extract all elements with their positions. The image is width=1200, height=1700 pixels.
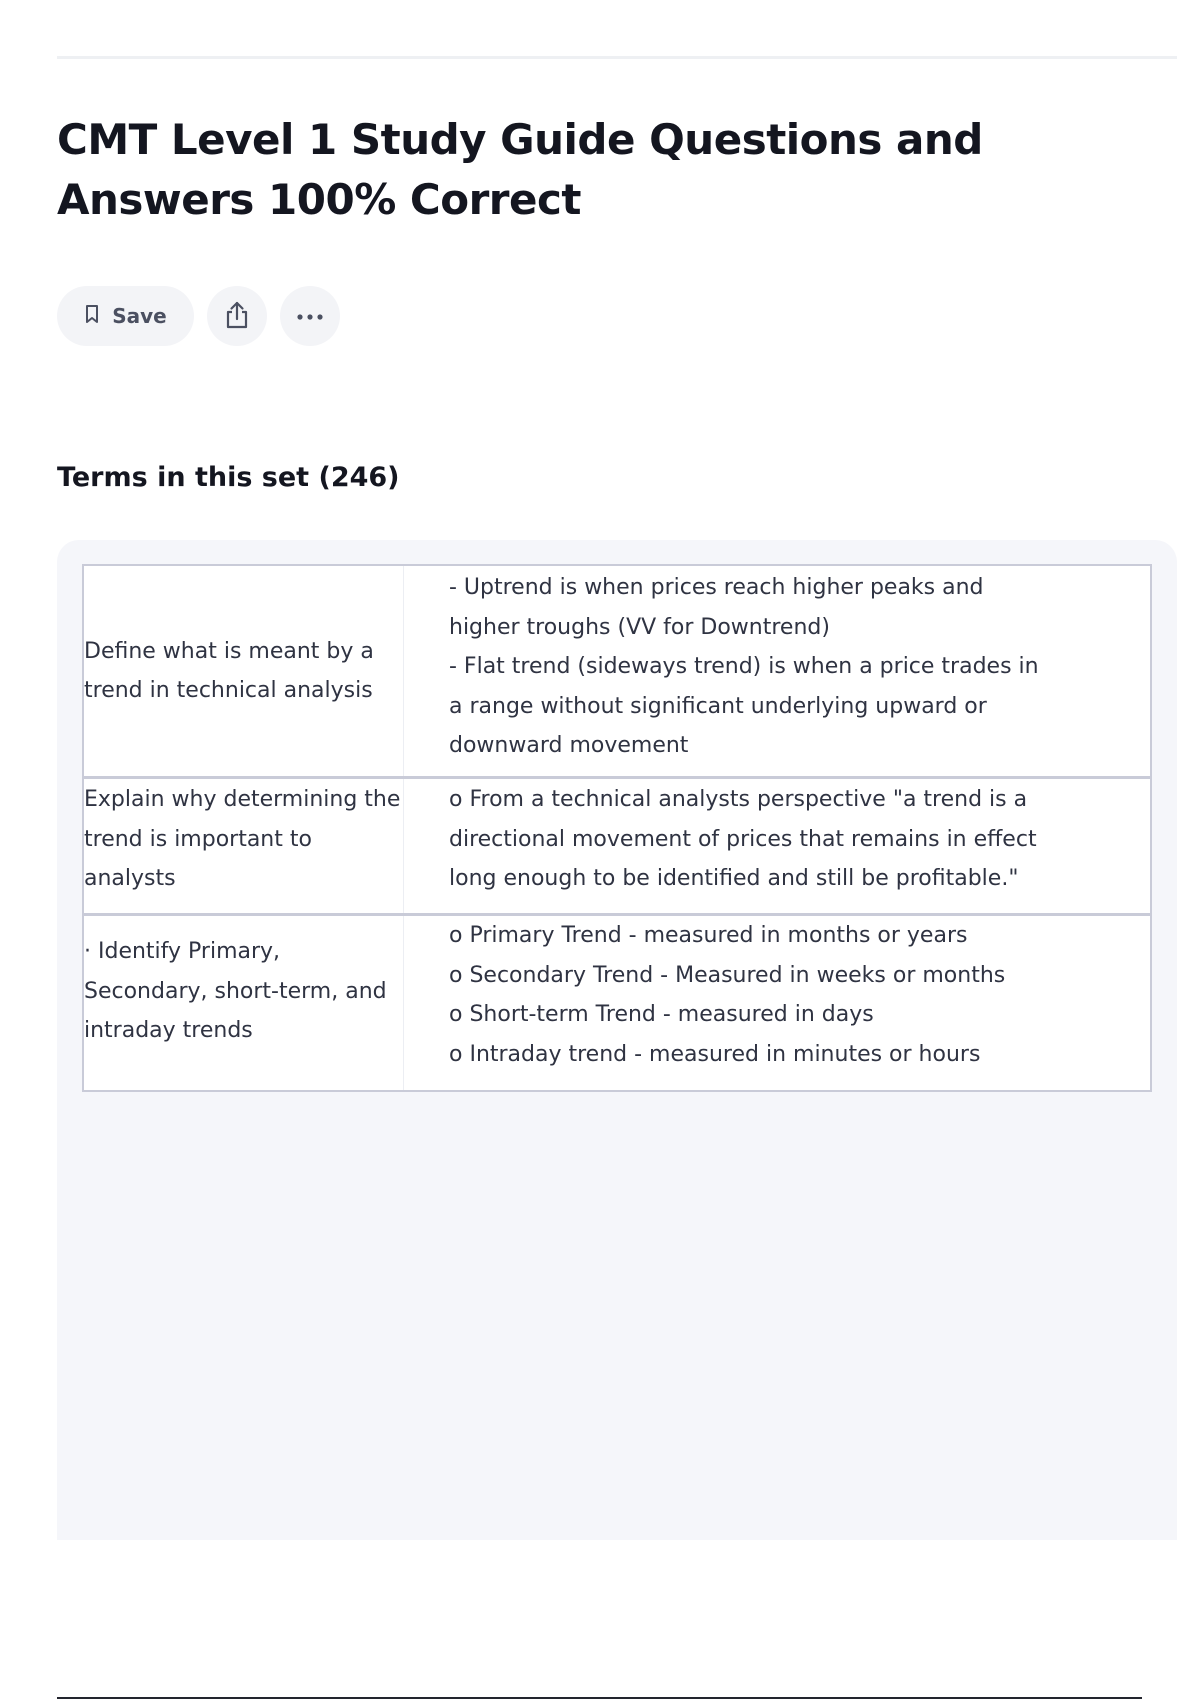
definition-cell	[404, 779, 1150, 913]
definition-cell	[404, 916, 1150, 1090]
bookmark-icon	[84, 304, 100, 329]
term-row	[84, 566, 1150, 776]
terms-table	[82, 564, 1152, 1092]
definition-line: a range without significant underlying upward or	[449, 693, 987, 719]
share-icon	[223, 300, 251, 333]
definition-line: o Secondary Trend - Measured in weeks or months	[449, 962, 1006, 988]
definition-line: o Primary Trend - measured in months or years	[449, 923, 968, 948]
share-button[interactable]	[207, 286, 267, 346]
definition-line: - Flat trend (sideways trend) is when a price trades in	[449, 654, 1039, 679]
definition-line: o Intraday trend - measured in minutes or hours	[449, 1041, 981, 1067]
save-label: Save	[112, 304, 167, 328]
more-horizontal-icon	[295, 309, 325, 324]
definition-line: downward movement	[449, 733, 689, 758]
definition-line: higher troughs (VV for Downtrend)	[449, 614, 830, 640]
save-button[interactable]	[57, 286, 194, 346]
page-title: CMT Level 1 Study Guide Questions and Answers 100% Correct	[57, 115, 983, 224]
definition-line: o Short-term Trend - measured in days	[449, 1002, 874, 1027]
term-text: Define what is meant by a trend in technical analysis	[84, 638, 374, 703]
definition-line: directional movement of prices that remains in effect	[449, 826, 1037, 852]
more-options-button[interactable]	[280, 286, 340, 346]
term-cell	[84, 566, 404, 776]
term-cell	[84, 779, 404, 913]
terms-heading: Terms in this set (246)	[57, 462, 400, 493]
definition-line: - Uptrend is when prices reach higher peaks and	[449, 575, 984, 600]
term-text: · Identify Primary, Secondary, short-term, and intraday trends	[84, 939, 387, 1043]
term-text: Explain why determining the trend is important to analysts	[84, 787, 401, 891]
term-cell	[84, 916, 404, 1090]
term-row	[84, 913, 1150, 1090]
term-row	[84, 776, 1150, 913]
definition-cell	[404, 566, 1150, 776]
bottom-divider	[57, 1697, 1142, 1699]
definition-line: o From a technical analysts perspective "a trend is a	[449, 787, 1028, 812]
definition-line: long enough to be identified and still be profitable."	[449, 866, 1019, 891]
action-bar	[57, 286, 353, 346]
top-divider	[57, 56, 1177, 59]
